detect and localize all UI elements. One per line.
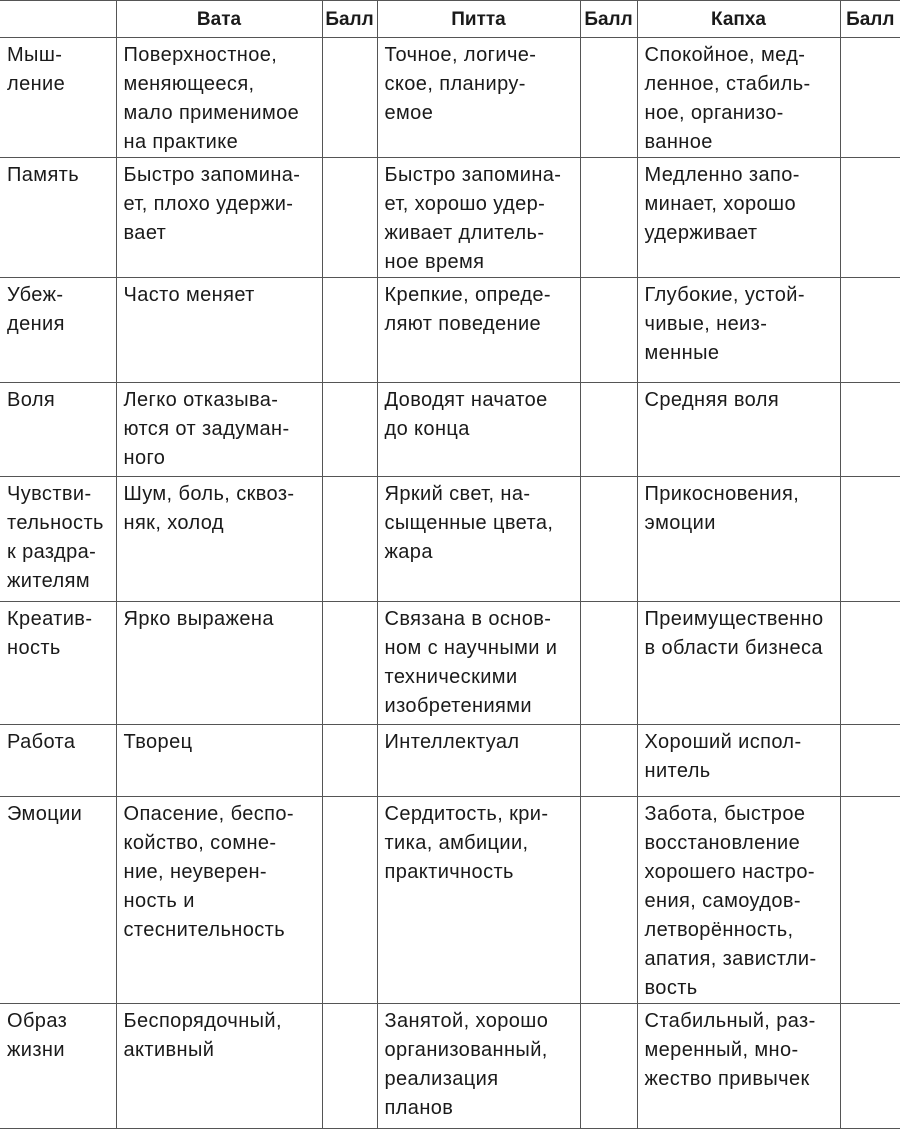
kapha-cell: Стабильный, раз- меренный, мно- жество привычек [637, 1004, 840, 1129]
trait-cell: Эмоции [0, 797, 116, 1004]
table-row [0, 158, 900, 278]
pitta-cell: Занятой, хорошо организованный, реализация планов [377, 1004, 580, 1129]
vata-score-cell[interactable] [322, 1004, 377, 1129]
table-row [0, 602, 900, 725]
kapha-score-cell[interactable] [840, 1004, 900, 1129]
kapha-cell: Хороший испол- нитель [637, 725, 840, 797]
trait-cell: Образ жизни [0, 1004, 116, 1129]
pitta-score-cell[interactable] [580, 278, 637, 383]
pitta-score-cell[interactable] [580, 477, 637, 602]
vata-cell: Поверхностное, меняющееся, мало применимое на практике [116, 38, 322, 158]
table-row [0, 725, 900, 797]
kapha-score-cell[interactable] [840, 477, 900, 602]
header-row [0, 1, 900, 38]
trait-cell: Работа [0, 725, 116, 797]
vata-cell: Беспорядочный, активный [116, 1004, 322, 1129]
vata-cell: Шум, боль, сквоз- няк, холод [116, 477, 322, 602]
pitta-score-cell[interactable] [580, 602, 637, 725]
header-corner [0, 1, 116, 38]
trait-cell: Память [0, 158, 116, 278]
kapha-score-cell[interactable] [840, 383, 900, 477]
pitta-cell: Крепкие, опреде- ляют поведение [377, 278, 580, 383]
kapha-score-cell[interactable] [840, 602, 900, 725]
pitta-score-cell[interactable] [580, 383, 637, 477]
pitta-cell: Связана в основ- ном с научными и техническими изобретениями [377, 602, 580, 725]
header-vata: Вата [116, 1, 322, 38]
trait-cell: Воля [0, 383, 116, 477]
kapha-score-cell[interactable] [840, 38, 900, 158]
vata-score-cell[interactable] [322, 278, 377, 383]
table-row [0, 278, 900, 383]
pitta-cell: Точное, логиче- ское, планиру- емое [377, 38, 580, 158]
header-kapha: Капха [637, 1, 840, 38]
pitta-cell: Быстро запомина- ет, хорошо удер- живает длитель- ное время [377, 158, 580, 278]
vata-cell: Опасение, беспо- койство, сомне- ние, неуверен- ность и стеснительность [116, 797, 322, 1004]
header-score-pitta: Балл [580, 1, 637, 38]
trait-cell: Убеж- дения [0, 278, 116, 383]
table-row [0, 477, 900, 602]
vata-score-cell[interactable] [322, 602, 377, 725]
pitta-cell: Интеллектуал [377, 725, 580, 797]
vata-cell: Ярко выражена [116, 602, 322, 725]
table-row [0, 383, 900, 477]
trait-cell: Креатив- ность [0, 602, 116, 725]
header-score-kapha: Балл [840, 1, 900, 38]
vata-cell: Легко отказыва- ются от задуман- ного [116, 383, 322, 477]
vata-score-cell[interactable] [322, 158, 377, 278]
pitta-score-cell[interactable] [580, 158, 637, 278]
kapha-cell: Глубокие, устой- чивые, неиз- менные [637, 278, 840, 383]
kapha-score-cell[interactable] [840, 278, 900, 383]
vata-score-cell[interactable] [322, 797, 377, 1004]
table-body [0, 38, 900, 1129]
pitta-cell: Яркий свет, на- сыщенные цвета, жара [377, 477, 580, 602]
table-row [0, 797, 900, 1004]
pitta-score-cell[interactable] [580, 38, 637, 158]
vata-score-cell[interactable] [322, 38, 377, 158]
kapha-score-cell[interactable] [840, 725, 900, 797]
pitta-score-cell[interactable] [580, 797, 637, 1004]
pitta-score-cell[interactable] [580, 725, 637, 797]
pitta-score-cell[interactable] [580, 1004, 637, 1129]
header-score-vata: Балл [322, 1, 377, 38]
kapha-cell: Преимущественно в области бизнеса [637, 602, 840, 725]
kapha-cell: Средняя воля [637, 383, 840, 477]
vata-score-cell[interactable] [322, 383, 377, 477]
kapha-cell: Медленно запо- минает, хорошо удерживает [637, 158, 840, 278]
trait-cell: Мыш- ление [0, 38, 116, 158]
vata-score-cell[interactable] [322, 725, 377, 797]
kapha-cell: Забота, быстрое восстановление хорошего настро- ения, самоудов- летворённость, апатия, завистли- вость [637, 797, 840, 1004]
vata-cell: Творец [116, 725, 322, 797]
kapha-score-cell[interactable] [840, 797, 900, 1004]
pitta-cell: Доводят начатое до конца [377, 383, 580, 477]
table-row [0, 38, 900, 158]
trait-cell: Чувстви- тельность к раздра- жителям [0, 477, 116, 602]
vata-score-cell[interactable] [322, 477, 377, 602]
table-row [0, 1004, 900, 1129]
vata-cell: Быстро запомина- ет, плохо удержи- вает [116, 158, 322, 278]
header-pitta: Питта [377, 1, 580, 38]
kapha-cell: Спокойное, мед- ленное, стабиль- ное, организо- ванное [637, 38, 840, 158]
kapha-score-cell[interactable] [840, 158, 900, 278]
vata-cell: Часто меняет [116, 278, 322, 383]
kapha-cell: Прикосновения, эмоции [637, 477, 840, 602]
pitta-cell: Сердитость, кри- тика, амбиции, практичность [377, 797, 580, 1004]
